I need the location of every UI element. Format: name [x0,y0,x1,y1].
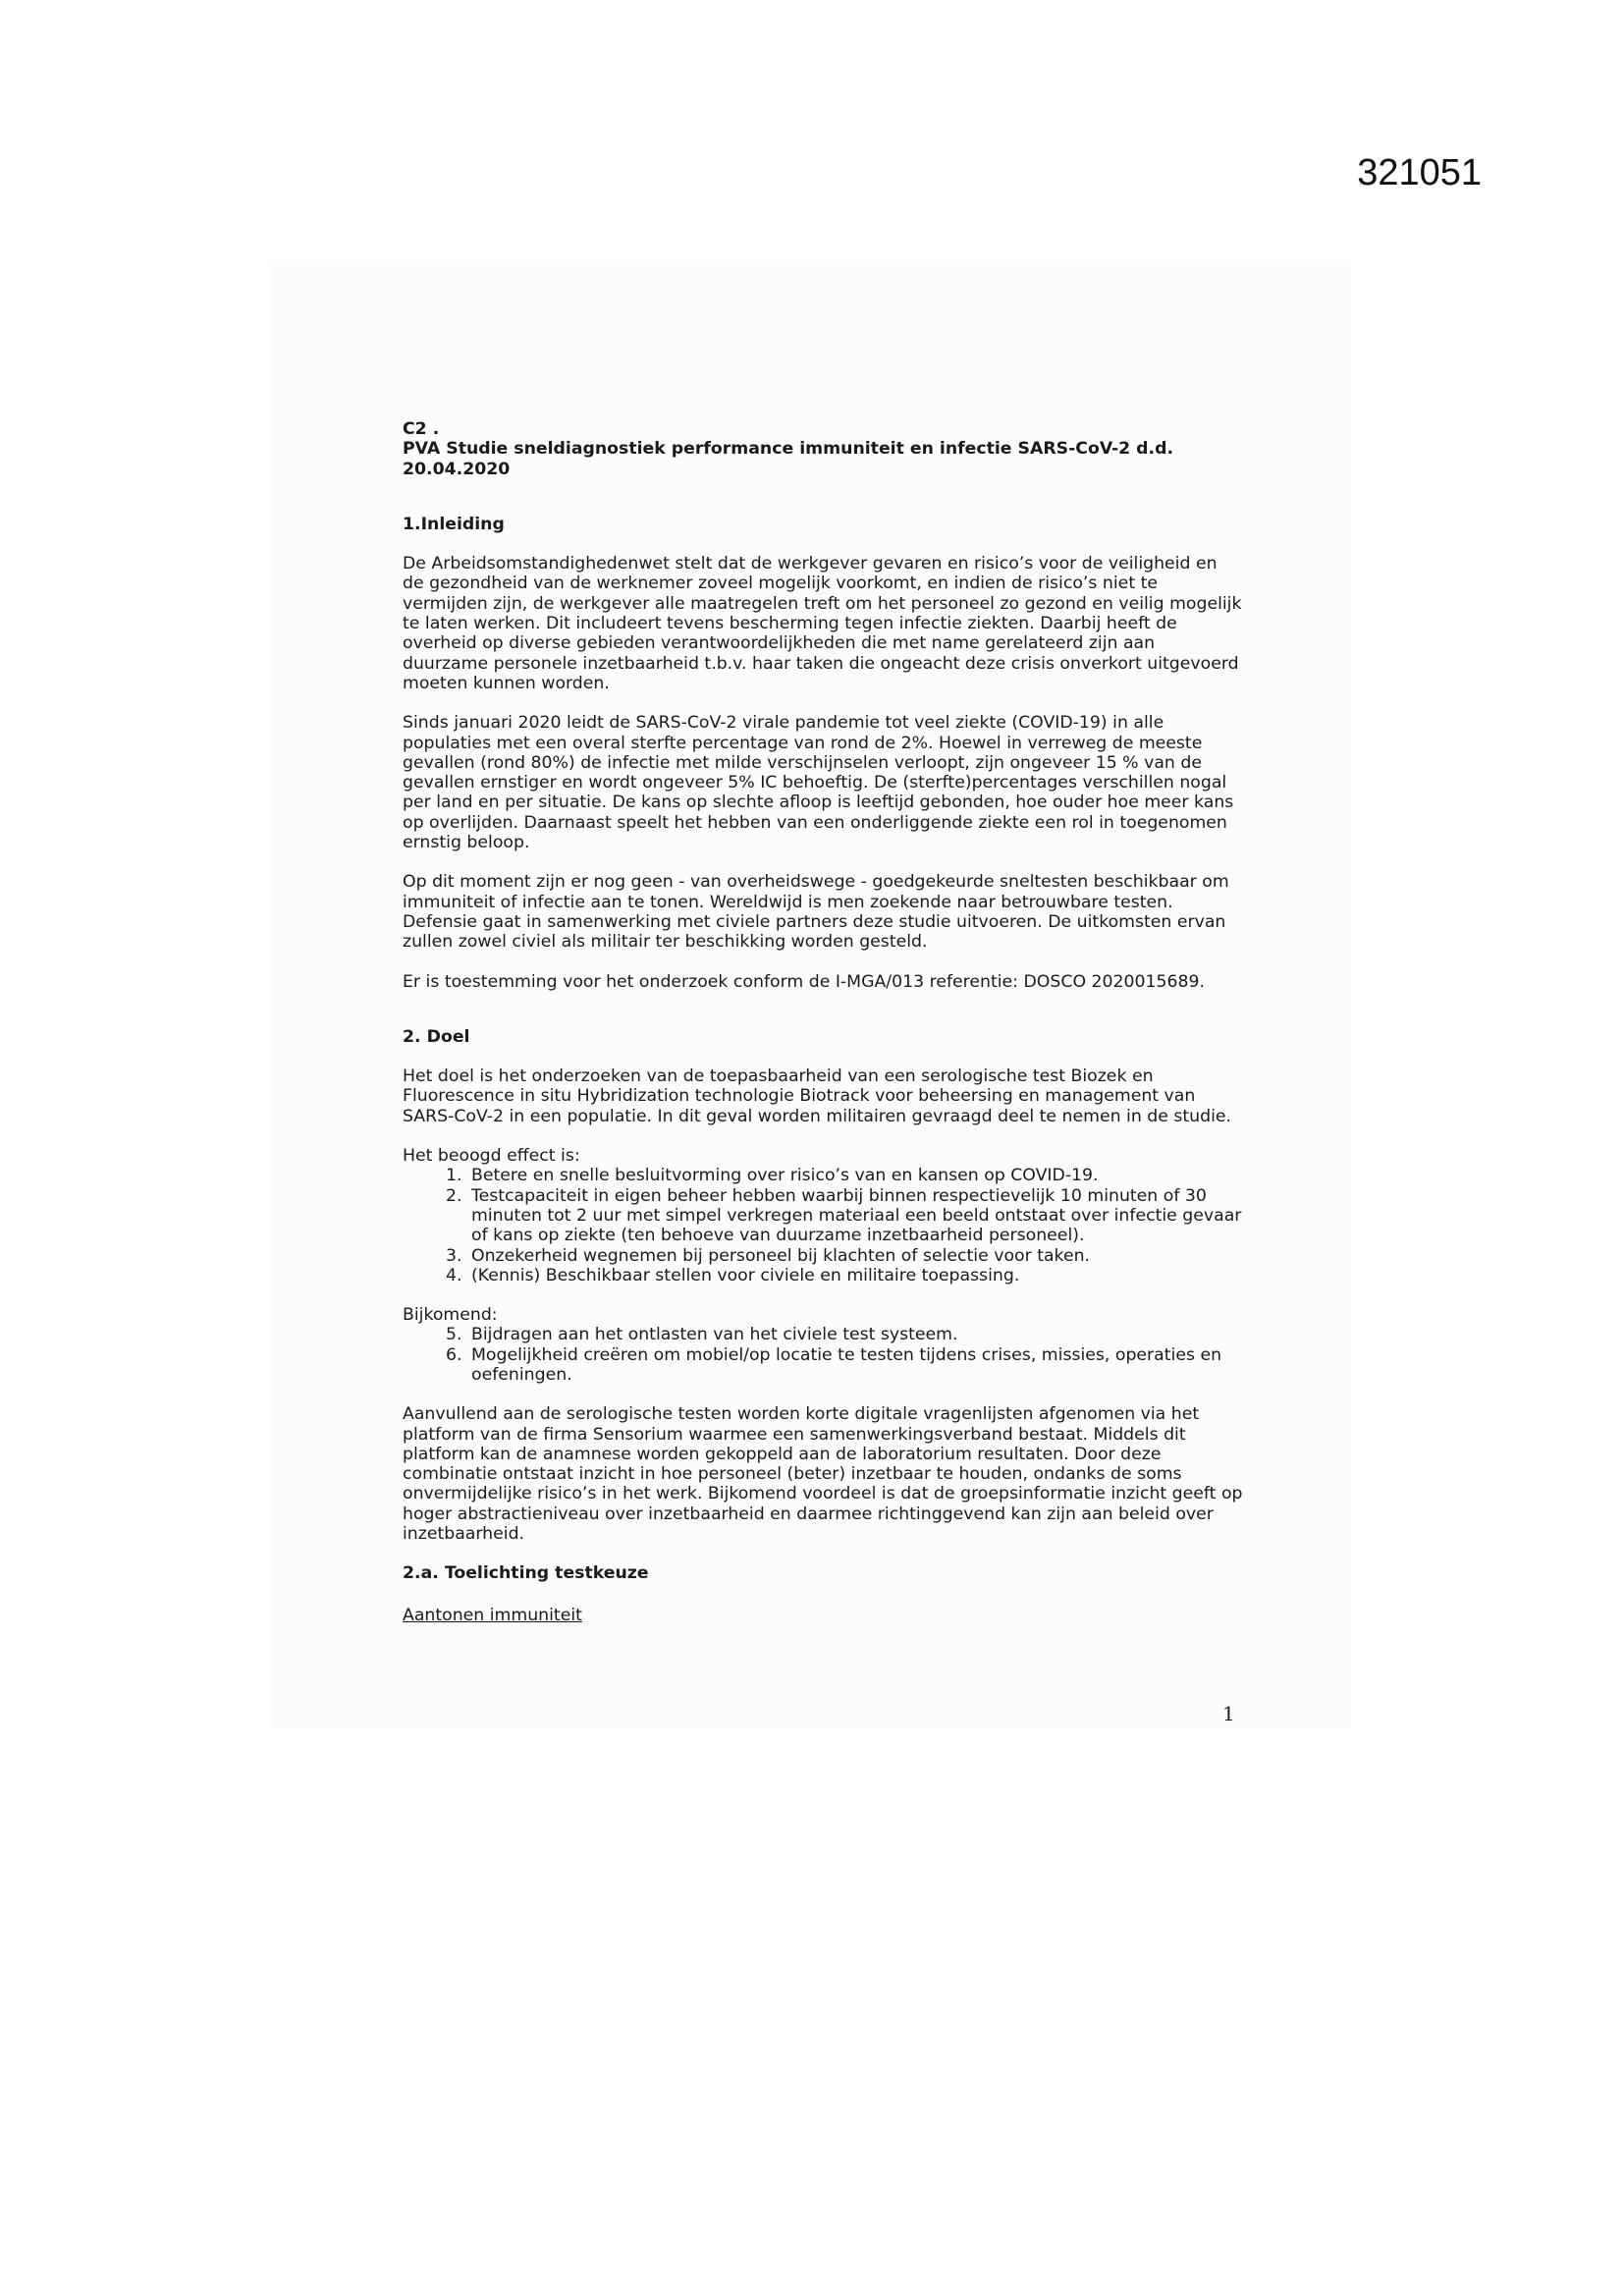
section-2-heading: 2. Doel [403,1026,470,1047]
paragraph: Er is toestemming voor het onderzoek conform de I-MGA/013 referentie: DOSCO 2020015689. [403,971,1205,992]
document-number: 321051 [1357,152,1482,193]
document-title [403,419,1243,479]
list-item: 4. (Kennis) Beschikbaar stellen voor civiele en militaire toepassing. [467,1266,1243,1285]
paragraph: Aanvullend aan de serologische testen worden korte digitale vragenlijsten afgenomen via het platform van de firma Sensorium waarmee een samenwerkingsverband bestaat. Middels dit platform kan de anamnese worden gekoppeld aan de laboratorium resultaten. Door deze combinatie ontstaat inzicht in hoe personeel (beter) inzetbaar te houden, ondanks de soms onvermijdelijke risico’s in het werk. Bijkomend voordeel is dat de groepsinformatie inzicht geeft op hoger abstractieniveau over inzetbaarheid en daarmee richtinggevend kan zijn aan beleid over inzetbaarheid. [403,1404,1243,1545]
list-item: 3. Onzekerheid wegnemen bij personeel bij klachten of selectie voor taken. [467,1246,1243,1266]
page-number: 1 [1222,1702,1235,1725]
paragraph: Sinds januari 2020 leidt de SARS-CoV-2 virale pandemie tot veel ziekte (COVID-19) in alle populaties met een overal sterfte percentage van rond de 2%. Hoewel in verreweg de meeste gevallen (rond 80%) de infectie met milde verschijnselen verloopt, zijn ongeveer 15 % van de gevallen ernstiger en wordt ongeveer 5% IC behoeftig. De (sterfte)percentages verschillen nogal per land en per situatie. De kans op slechte afloop is leeftijd gebonden, hoe ouder hoe meer kans op overlijden. Daarnaast speelt het hebben van een onderliggende ziekte een rol in toegenomen ernstig beloop. [403,713,1234,853]
paragraph: Het doel is het onderzoeken van de toepasbaarheid van een serologische test Biozek en Fluorescence in situ Hybridization technologie Biotrack voor beheersing en management van SARS-CoV-2 in een populatie. In dit geval worden militairen gevraagd deel te nemen in de studie. [403,1066,1232,1126]
title-line-2: PVA Studie sneldiagnostiek performance immuniteit en infectie SARS-CoV-2 d.d. [403,439,1174,460]
section-1-heading: 1.Inleiding [403,514,505,534]
additional-label: Bijkomend: [403,1305,498,1326]
list-item: 6. Mogelijkheid creëren om mobiel/op locatie te testen tijdens crises, missies, operaties en oefeningen. [467,1345,1243,1386]
additional-list [403,1325,1243,1385]
section-2a-heading: 2.a. Toelichting testkeuze [403,1563,649,1584]
section-2a-subheading: Aantonen immuniteit [403,1605,582,1625]
paragraph: Op dit moment zijn er nog geen - van overheidswege - goedgekeurde sneltesten beschikbaar om immuniteit of infectie aan te tonen. Wereldwijd is men zoekende naar betrouwbare testen. Defensie gaat in samenwerking met civiele partners deze studie uitvoeren. De uitkomsten ervan zullen zowel civiel als militair ter beschikking worden gesteld. [403,872,1229,953]
paragraph: De Arbeidsomstandighedenwet stelt dat de werkgever gevaren en risico’s voor de veiligheid en de gezondheid van de werknemer zoveel mogelijk voorkomt, en indien de risico’s niet te vermijden zijn, de werkgever alle maatregelen treft om het personeel zo gezond en veilig mogelijk te laten werken. Dit includeert tevens bescherming tegen infectie ziekten. Daarbij heeft de overheid op diverse gebieden verantwoordelijkheden die met name gerelateerd zijn aan duurzame personele inzetbaarheid t.b.v. haar taken die ongeacht deze crisis onverkort uitgevoerd moeten kunnen worden. [403,554,1242,693]
effects-list [403,1166,1243,1285]
title-line-1: C2 . [403,419,440,439]
list-item: 2. Testcapaciteit in eigen beheer hebben waarbij binnen respectievelijk 10 minuten of 30 minuten tot 2 uur met simpel verkregen materiaal een beeld ontstaat over infectie gevaar of kans op ziekte (ten behoeve van duurzame inzetbaarheid personeel). [467,1186,1243,1246]
list-item: 1. Betere en snelle besluitvorming over risico’s van en kansen op COVID-19. [467,1166,1243,1185]
document-body [403,419,1243,1625]
list-item: 5. Bijdragen aan het ontlasten van het civiele test systeem. [467,1325,1243,1344]
effects-label: Het beoogd effect is: [403,1146,580,1167]
title-line-3: 20.04.2020 [403,459,511,479]
